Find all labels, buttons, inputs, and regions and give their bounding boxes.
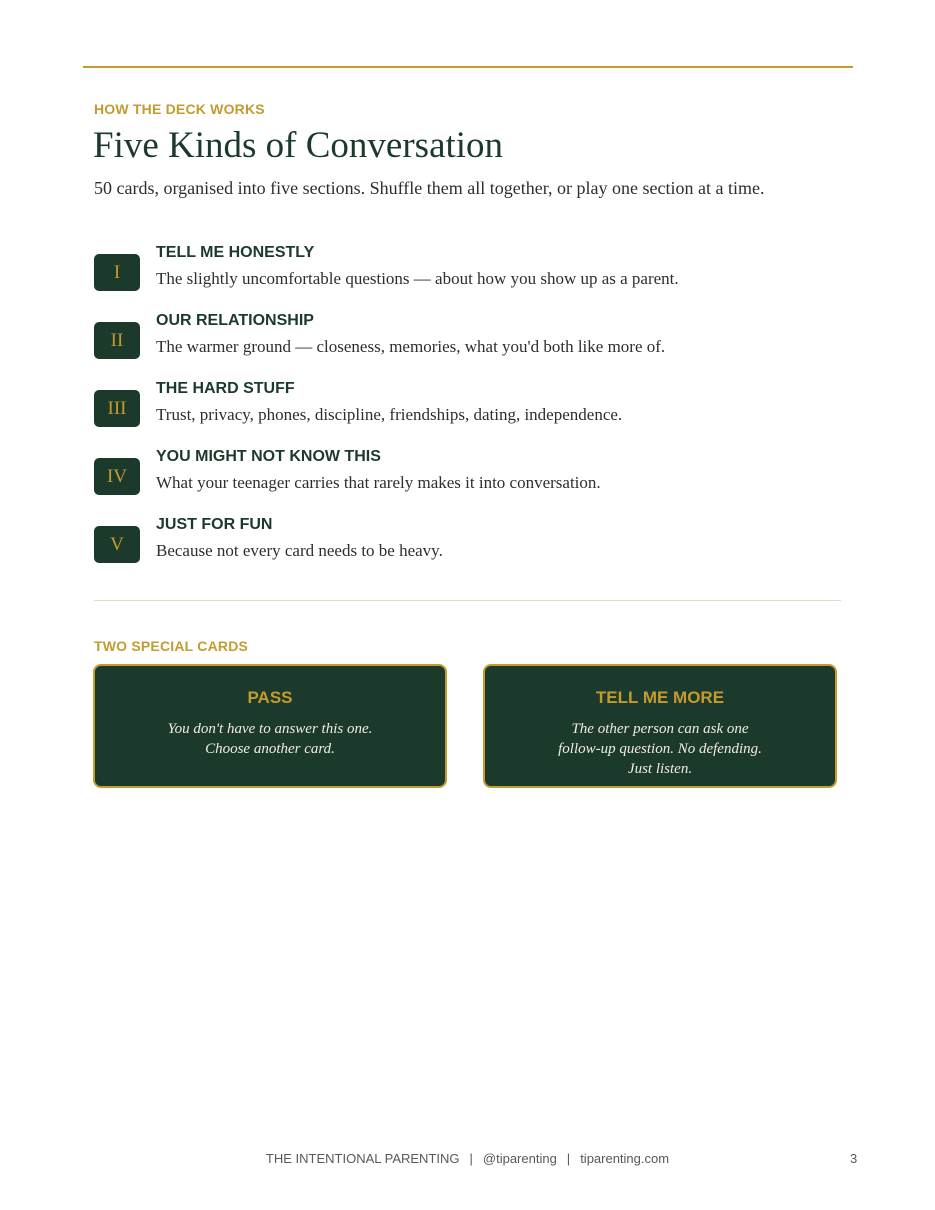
section-item-the-hard-stuff (94, 380, 854, 448)
footer-website: tiparenting.com (580, 1151, 670, 1166)
section-title: TELL ME HONESTLY (156, 244, 315, 261)
card-text-line: follow-up question. No defending. (558, 741, 762, 757)
card-text (485, 719, 835, 779)
card-text (95, 719, 445, 759)
footer-brand: THE INTENTIONAL PARENTING (265, 1151, 460, 1166)
section-item-our-relationship (94, 312, 854, 380)
section-numeral-badge: I (94, 254, 140, 291)
footer-separator: | (566, 1151, 571, 1166)
section-title: JUST FOR FUN (156, 516, 273, 533)
special-cards-eyebrow: TWO SPECIAL CARDS (94, 638, 249, 654)
card-text-line: Choose another card. (205, 741, 335, 757)
section-title: YOU MIGHT NOT KNOW THIS (156, 448, 381, 465)
page-title: Five Kinds of Conversation (93, 125, 504, 166)
section-description: The warmer ground — closeness, memories, what you'd both like more of. (156, 337, 666, 356)
section-item-you-might-not-know-this (94, 448, 854, 516)
section-list (94, 244, 854, 584)
intro-text: 50 cards, organised into five sections. Shuffle them all together, or play one section at a time. (94, 178, 765, 198)
section-title: OUR RELATIONSHIP (156, 312, 314, 329)
section-eyebrow: HOW THE DECK WORKS (94, 101, 265, 117)
tell-me-more-card (483, 664, 837, 788)
card-title: PASS (247, 688, 293, 707)
footer-separator: | (469, 1151, 473, 1166)
section-numeral-badge: II (94, 322, 140, 359)
card-title: TELL ME MORE (595, 688, 725, 707)
section-description: What your teenager carries that rarely makes it into conversation. (156, 473, 601, 492)
section-description: The slightly uncomfortable questions — about how you show up as a parent. (156, 269, 679, 288)
section-item-just-for-fun (94, 516, 854, 584)
top-rule (83, 66, 853, 68)
section-description: Because not every card needs to be heavy. (156, 541, 443, 560)
section-numeral-badge: IV (94, 458, 140, 495)
section-description: Trust, privacy, phones, discipline, friendships, dating, independence. (156, 405, 623, 424)
page-number: 3 (850, 1151, 858, 1166)
section-numeral-badge: III (94, 390, 140, 427)
pass-card (93, 664, 447, 788)
footer (0, 1151, 935, 1166)
footer-handle: @tiparenting (482, 1151, 557, 1166)
section-item-tell-me-honestly (94, 244, 854, 312)
card-text-line: The other person can ask one (571, 721, 749, 737)
card-text-line: You don't have to answer this one. (167, 721, 373, 737)
card-text-line: Just listen. (627, 761, 693, 777)
divider (94, 600, 841, 601)
section-numeral-badge: V (94, 526, 140, 563)
section-title: THE HARD STUFF (156, 380, 295, 397)
